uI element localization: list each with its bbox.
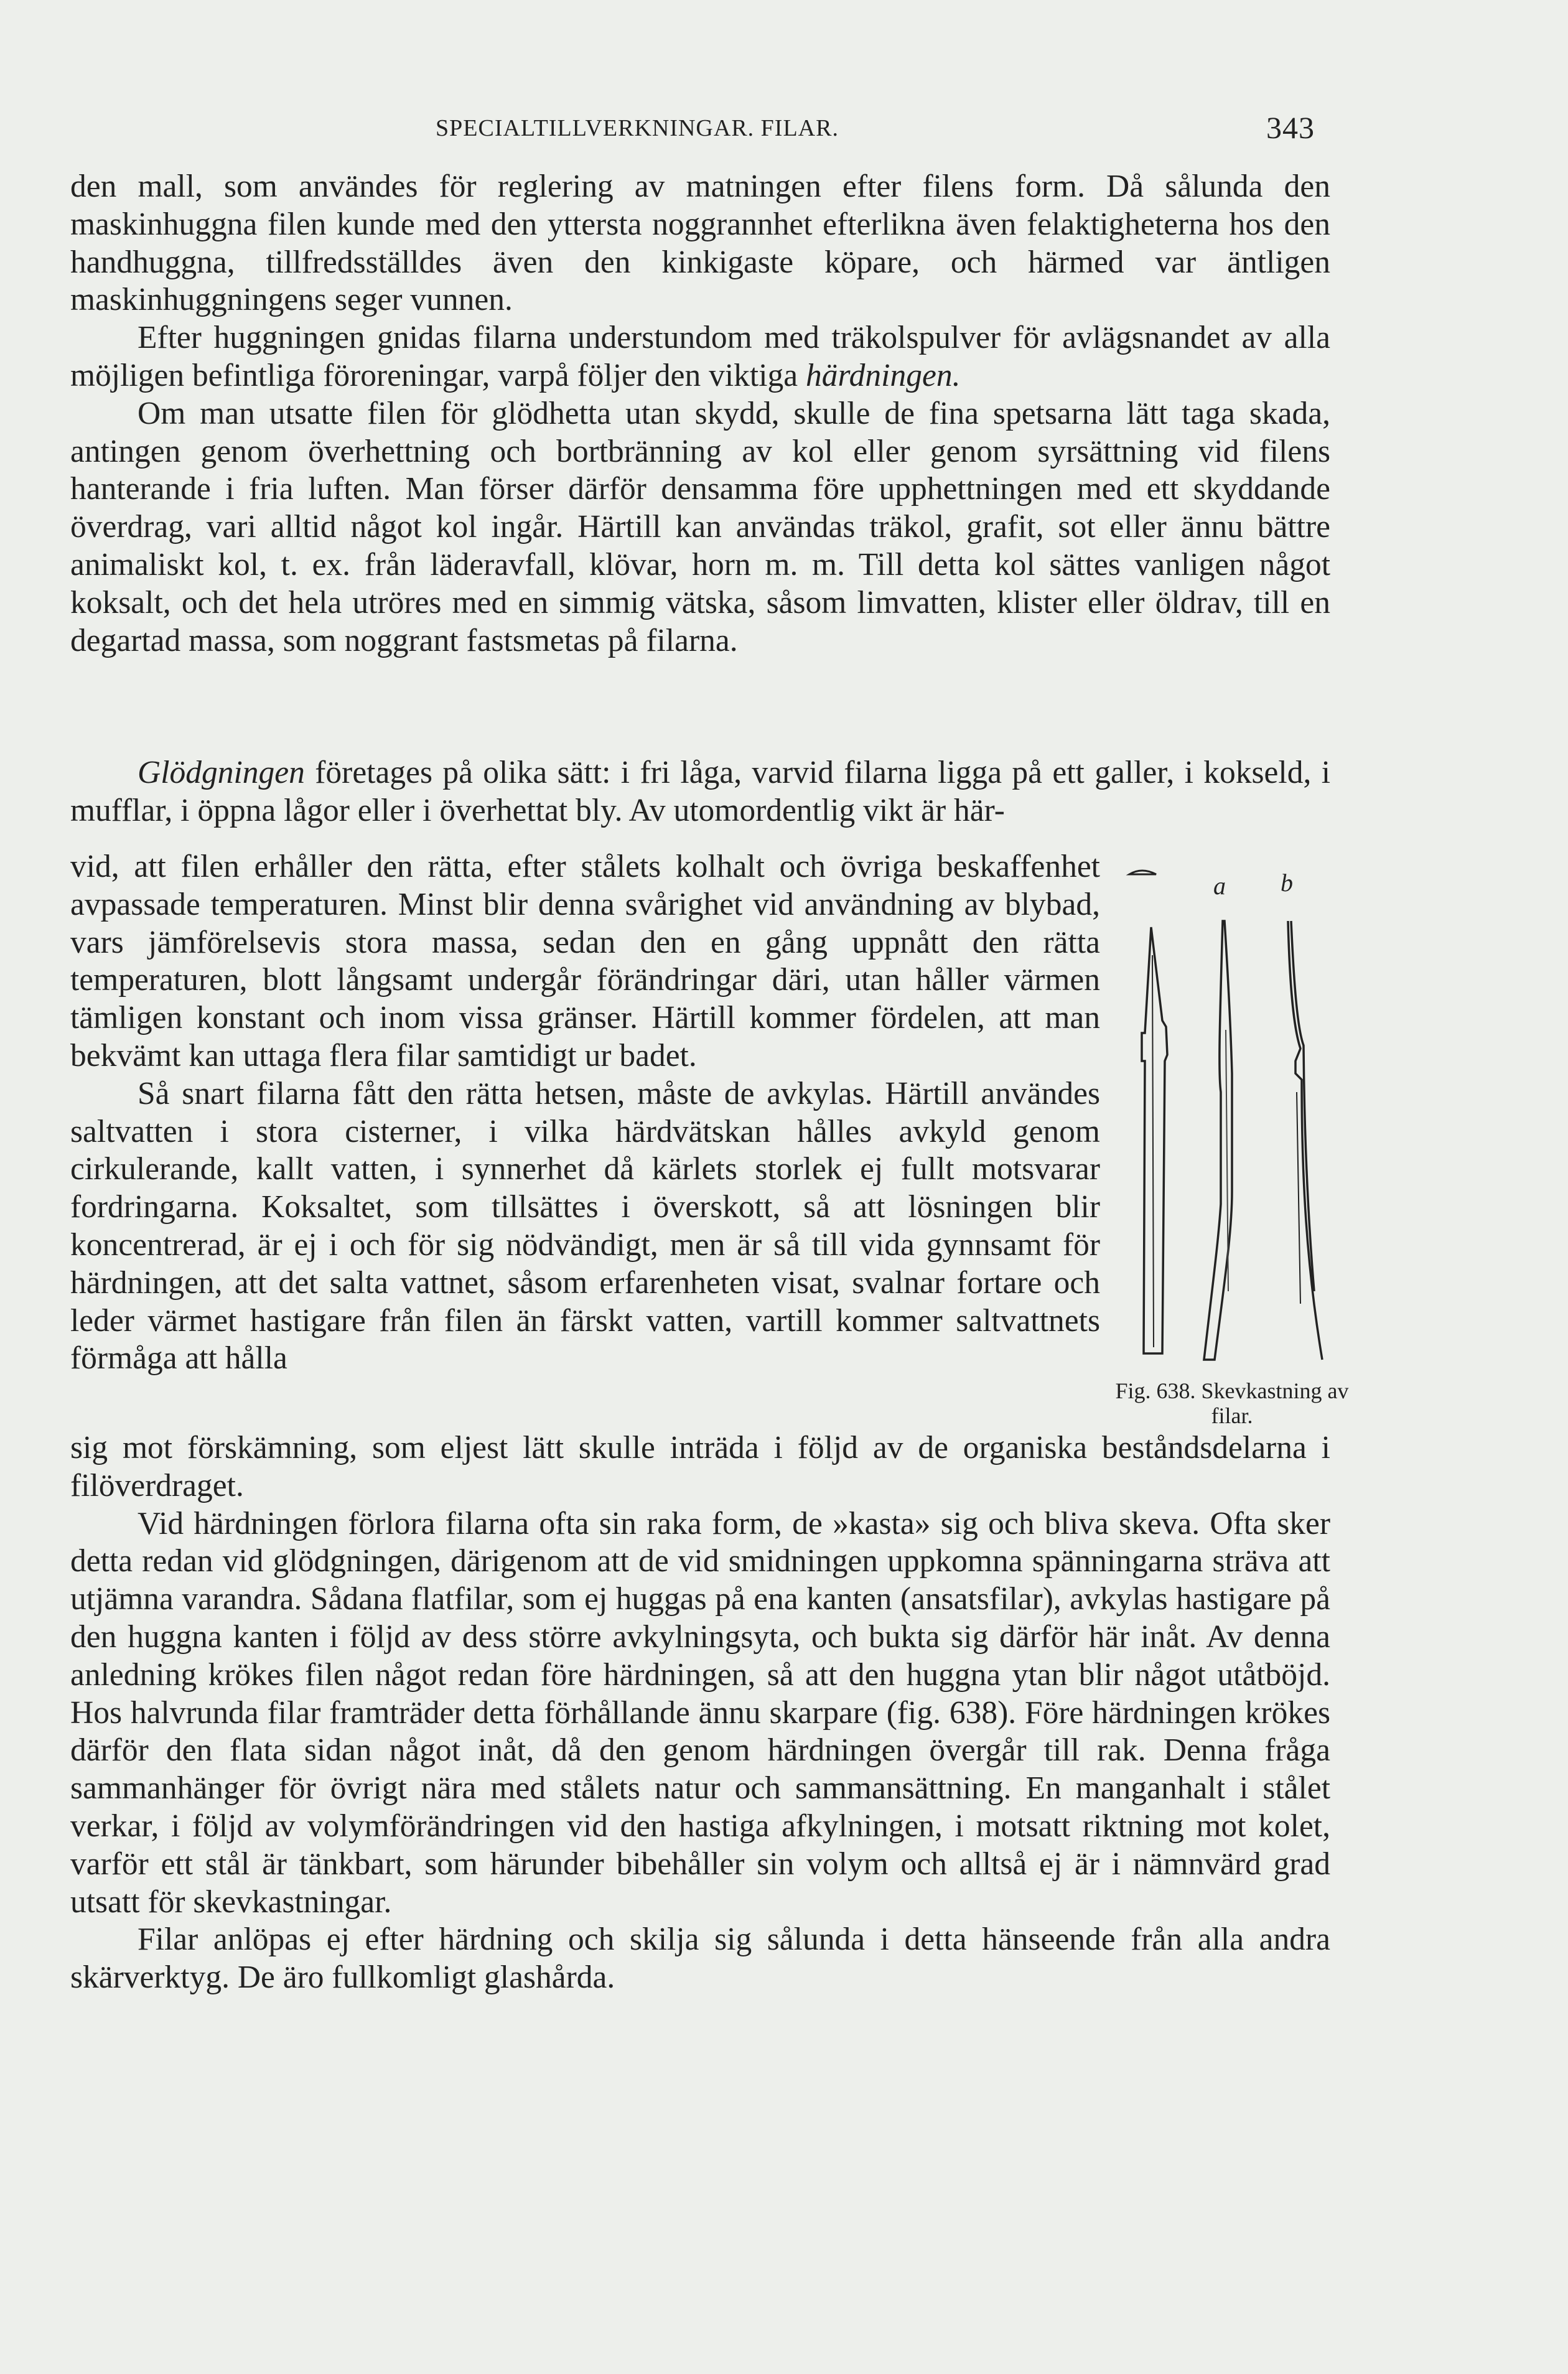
running-header [0, 106, 1568, 143]
paragraph-6: Vid härdningen förlora filarna ofta sin raka form, de »kasta» sig och bliva skeva. Ofta sker detta redan vid glödgningen, därigenom att de vid smidningen uppkomna spänningarna sträva att utjämna varandra. Sådana flatfilar, som ej huggas på ena kanten (ansatsfilar), avkylas hastigare på den huggna kanten i följd av dess större avkylningsyta, och bukta sig därför här inåt. Av denna anledning krökes filen något redan före härdningen, så att den huggna ytan blir något utåtböjd. Hos halvrunda filar framträder detta förhållande ännu skarpare (fig. 638). Före härdningen krökes därför den flata sidan något inåt, då den genom härdningen övergår till rak. Denna fråga sammanhänger för övrigt nära med stålets natur och sammansättning. En manganhalt i stålet verkar, i följd av volymförändringen vid den hastiga afkylningen, i motsatt riktning mot kolet, varför ett stål är tänkbart, som härunder bibehåller sin volym och alltså ej är i nämnvärd grad utsatt för skevkastningar. [70, 1505, 1330, 1920]
paragraph-1: den mall, som användes för reglering av matningen efter filens form. Då sålunda den maskinhuggna filen kunde med den yttersta noggrannhet efterlikna även felaktigheterna hos den handhuggna, tillfredsställdes även den kinkigaste köpare, och härmed var äntligen maskinhuggningens seger vunnen. [70, 169, 1330, 318]
page-number: 343 [1266, 110, 1315, 145]
file-drawings [1114, 868, 1350, 1366]
paragraph-2-emphasis: härdningen. [806, 357, 961, 393]
paragraph-5: Så snart filarna fått den rätta hetsen, måste de avkylas. Härtill användes saltvatten i stora cisterner, i vilka härdvätskan hålles avkyld genom cirkulerande, kallt vatten, i synnerhet då kärlets storlek ej fullt motsvarar fordringarna. Koksaltet, som tillsättes i överskott, så att lösningen blir koncentrerad, är ej i och för sig nödvändigt, men är så till vida gynnsamt för härdningen, att det salta vattnet, såsom erfarenheten visat, svalnar fortare och leder värmet hastigare från filen än färskt vatten, vartill kommer saltvattnets förmåga att hålla [70, 1075, 1100, 1376]
body-text-wrapped [70, 848, 1100, 1378]
paragraph-7: Filar anlöpas ej efter härdning och skilja sig sålunda i detta hänseende från alla andra skärverktyg. De äro fullkomligt glashårda. [70, 1922, 1330, 1996]
paragraph-2 [70, 319, 1330, 395]
paragraph-2-text: Efter huggningen gnidas filarna understundom med träkolspulver för avlägsnandet av alla möjligen befintliga föroreningar, varpå följer den viktiga [70, 320, 1330, 393]
paragraph-4-emphasis: Glödgningen [138, 755, 305, 790]
paragraph-5-end: sig mot förskämning, som eljest lätt skulle inträda i följd av de organiska beståndsdelarna i filöverdraget. [70, 1430, 1330, 1503]
file-straight-centerline [1152, 955, 1154, 1347]
paragraph-3: Om man utsatte filen för glödhetta utan skydd, skulle de fina spetsarna lätt taga skada, antingen genom överhettning och bortbränning av kol eller genom syrsättning vid filens hanterande i fria luften. Man förser därför densamma före upphettningen med ett skyddande överdrag, vari alltid något kol ingår. Härtill kan användas träkol, grafit, sot eller ännu bättre animaliskt kol, t. ex. från läderavfall, klövar, horn m. m. Till detta kol sättes vanligen något koksalt, och det hela utröres med en simmig vätska, såsom limvatten, klister eller öldrav, till en degartad massa, som noggrant fastsmetas på filarna. [70, 395, 1330, 658]
paragraph-4-start [70, 754, 1330, 830]
label-b: b [1281, 869, 1293, 897]
file-b-centerline [1297, 1092, 1300, 1304]
figure-638 [1114, 868, 1350, 1428]
paragraph-4-text-a: företages på olika sätt: i fri låga, varvid filarna ligga på ett galler, i kokseld, i mufflar, i öppna lågor eller i överhettat bly. Av utomordentlig vikt är här- [70, 755, 1330, 828]
running-title: SPECIALTILLVERKNINGAR. FILAR. [436, 115, 839, 141]
file-b-outline [1288, 921, 1322, 1360]
file-straight-outline [1142, 927, 1167, 1353]
figure-caption: Fig. 638. Skevkastning av filar. [1115, 1378, 1349, 1428]
paragraph-4-line [70, 754, 1330, 830]
label-a: a [1213, 872, 1226, 900]
file-a-outline [1204, 921, 1232, 1360]
cross-section-shape [1129, 871, 1156, 874]
paragraph-4-rest: vid, att filen erhåller den rätta, efter stålets kolhalt och övriga beskaffenhet avpassade temperaturen. Minst blir denna svårighet vid användning av blybad, vars jämförelsevis stora massa, sedan den en gång uppnått den rätta temperaturen, blott långsamt undergår förändringar däri, utan håller värmen tämligen konstant och inom vissa gränser. Härtill kommer fördelen, att man bekvämt kan uttaga flera filar samtidigt ur badet. [70, 849, 1100, 1073]
body-text-top [70, 168, 1330, 660]
body-text-bottom [70, 1429, 1330, 1997]
